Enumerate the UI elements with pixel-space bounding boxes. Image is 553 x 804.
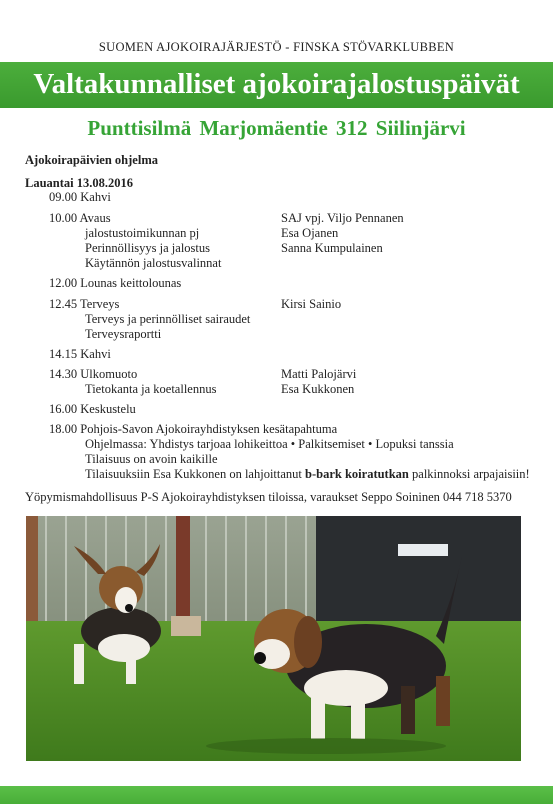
schedule-subitem (85, 467, 530, 482)
title-banner (0, 62, 553, 108)
page-title: Valtakunnalliset ajokoirajalostuspäivät (33, 68, 520, 100)
donation-prize: b-bark koiratutkan (305, 467, 409, 481)
donation-text-post: palkinnoksi arpajaisiin! (408, 467, 530, 481)
speaker: Sanna Kumpulainen (281, 241, 383, 255)
schedule-subitem: Perinnöllisyys ja jalostus (85, 241, 210, 255)
accommodation-note: Yöpymismahdollisuus P-S Ajokoirayhdistyksen tiloissa, varaukset Seppo Soininen 044 718 5370 (25, 490, 512, 504)
schedule-time-lunch: 12.00 Lounas keittolounas (49, 276, 182, 290)
speaker: Esa Ojanen (281, 226, 339, 240)
schedule-time-summer-event: 18.00 Pohjois-Savon Ajokoirayhdistyksen kesätapahtuma (49, 422, 338, 436)
schedule-subitem: Terveysraportti (85, 327, 162, 341)
photo-illustration (26, 516, 521, 761)
speaker: Matti Palojärvi (281, 367, 357, 381)
schedule-subitem: Ohjelmassa: Yhdistys tarjoaa lohikeittoa • Palkitsemiset • Lopuksi tanssia (85, 437, 454, 451)
program-date: Lauantai 13.08.2016 (25, 176, 134, 190)
schedule-subitem: Käytännön jalostusvalinnat (85, 256, 222, 270)
schedule-time-opening: 10.00 Avaus (49, 211, 111, 225)
speaker: Esa Kukkonen (281, 382, 355, 396)
schedule-time-coffee2: 14.15 Kahvi (49, 347, 111, 361)
schedule-time-health: 12.45 Terveys (49, 297, 120, 311)
speaker: SAJ vpj. Viljo Pennanen (281, 211, 404, 225)
schedule-time-coffee: 09.00 Kahvi (49, 190, 111, 204)
event-location: Punttisilmä Marjomäentie 312 Siilinjärvi (87, 116, 466, 140)
speaker: Kirsi Sainio (281, 297, 342, 311)
donation-text-pre: Tilaisuuksiin Esa Kukkonen on lahjoittanut (85, 467, 306, 481)
schedule-subitem: Tietokanta ja koetallennus (85, 382, 217, 396)
schedule-subitem: Terveys ja perinnölliset sairaudet (85, 312, 251, 326)
organization-name: SUOMEN AJOKOIRAJÄRJESTÖ - FINSKA STÖVARKLUBBEN (98, 40, 455, 54)
schedule-subitem: jalostustoimikunnan pj (85, 226, 200, 240)
schedule-subitem: Tilaisuus on avoin kaikille (85, 452, 218, 466)
beagle-puppies-photo (26, 516, 521, 761)
schedule-time-appearance: 14.30 Ulkomuoto (49, 367, 138, 381)
footer-bar (0, 786, 553, 804)
program-heading: Ajokoirapäivien ohjelma (25, 153, 158, 167)
schedule-time-discussion: 16.00 Keskustelu (49, 402, 136, 416)
